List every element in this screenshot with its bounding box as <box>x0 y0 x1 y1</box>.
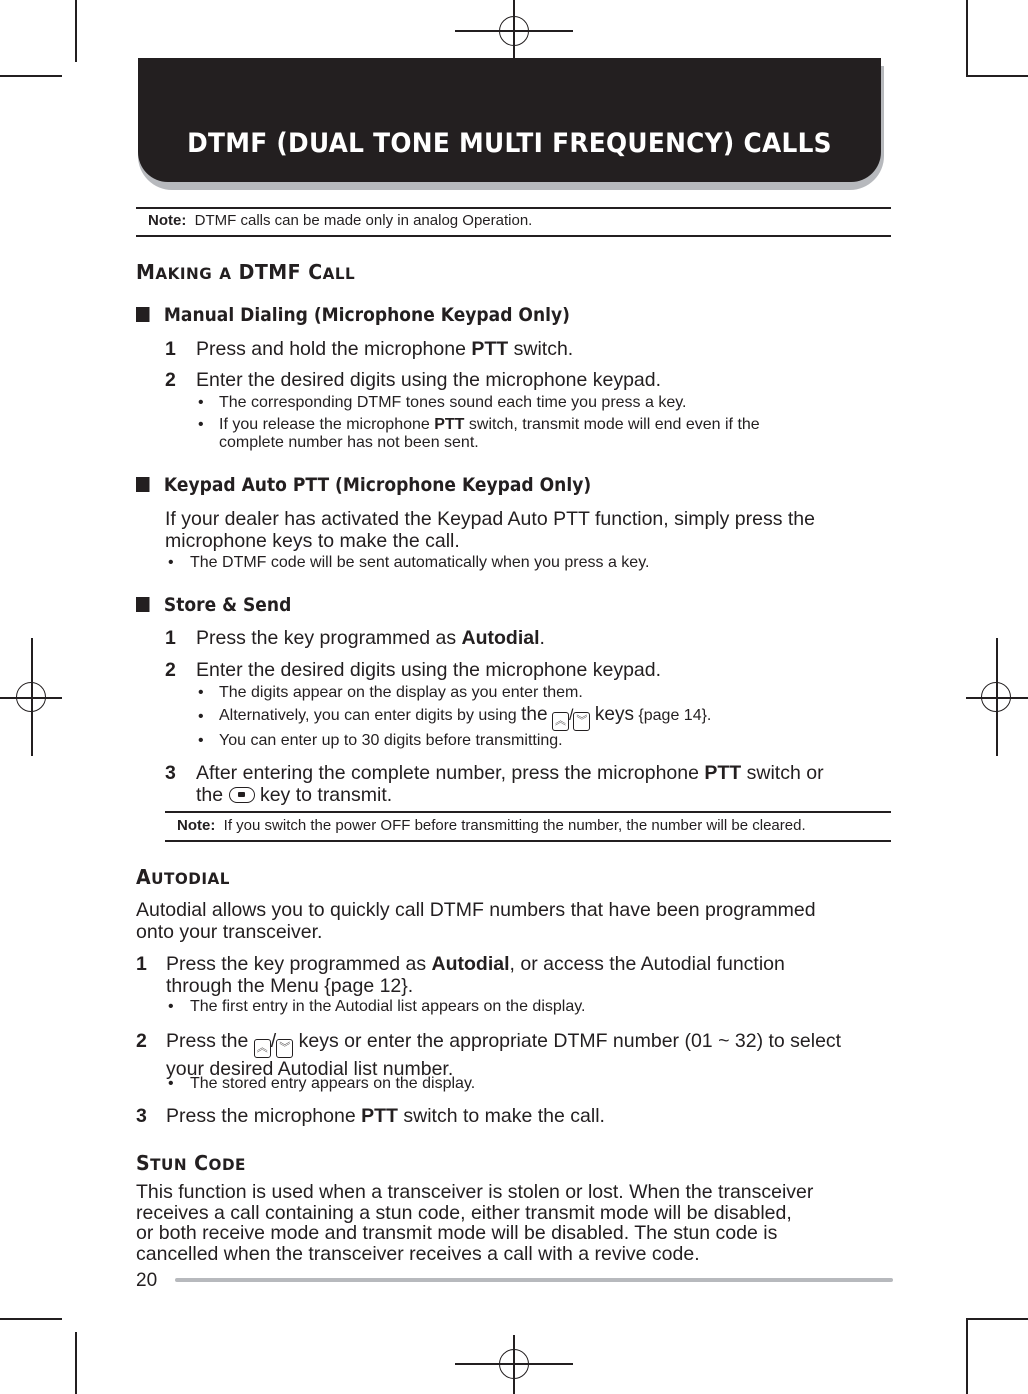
section-heading-stun-code: STUN CODE <box>136 1151 246 1175</box>
paragraph: If your dealer has activated the Keypad Auto PTT function, simply press the microphone keys to make the call. <box>165 508 815 552</box>
note-rule-top <box>136 207 891 209</box>
double-chevron-up-icon: ︽ <box>552 712 569 731</box>
step-number: 1 <box>165 338 176 360</box>
step-number: 2 <box>136 1030 147 1052</box>
note-top: Note: DTMF calls can be made only in analog Operation. <box>148 212 533 229</box>
step-text: Press the key programmed as Autodial. <box>196 627 545 649</box>
note-rule-bottom <box>136 235 891 237</box>
double-chevron-down-icon: ︾ <box>573 712 590 731</box>
paragraph: Autodial allows you to quickly call DTMF numbers that have been programmed onto your transceiver. <box>136 899 816 943</box>
step-text: Press the key programmed as Autodial, or access the Autodial function through the Menu {page 12}. <box>166 953 785 997</box>
step-text: Press the microphone PTT switch to make the call. <box>166 1105 605 1127</box>
bullet-text: Alternatively, you can enter digits by using the ︽ / ︾ keys {page 14}. <box>219 706 711 731</box>
step-number: 1 <box>165 627 176 649</box>
paragraph: This function is used when a transceiver is stolen or lost. When the transceiver receives a call containing a stun code, either transmit mode will be disabled, or both receive mode and transmit mode will be disabled. The stun code is cancelled when the transceiver receives a call with a revive code. <box>136 1181 814 1265</box>
bullet-text: The digits appear on the display as you enter them. <box>219 684 583 701</box>
subheading-manual-dialing: Manual Dialing (Microphone Keypad Only) <box>136 304 570 326</box>
note-rule-top <box>165 811 891 813</box>
step-number: 3 <box>165 762 176 784</box>
note-rule-bottom <box>165 840 891 842</box>
step-text: Enter the desired digits using the microphone keypad. <box>196 659 662 681</box>
bullet-dot: • <box>168 998 174 1015</box>
bullet-dot: • <box>168 554 174 571</box>
double-chevron-up-icon: ︽ <box>254 1039 271 1058</box>
note-power-off: Note: If you switch the power OFF before transmitting the number, the number will be cleared. <box>177 817 806 834</box>
bullet-text: The corresponding DTMF tones sound each time you press a key. <box>219 394 687 411</box>
section-heading-making-dtmf-call: MAKING A DTMF CALL <box>136 260 356 284</box>
page-number: 20 <box>136 1270 158 1291</box>
square-bullet-icon <box>136 307 150 322</box>
step-number: 2 <box>165 659 176 681</box>
page-title: DTMF (DUAL TONE MULTI FREQUENCY) CALLS <box>187 128 832 159</box>
double-chevron-down-icon: ︾ <box>276 1039 293 1058</box>
center-key-icon <box>229 787 255 803</box>
bullet-text: The stored entry appears on the display. <box>190 1075 476 1092</box>
bullet-dot: • <box>198 708 204 725</box>
subheading-keypad-auto-ptt: Keypad Auto PTT (Microphone Keypad Only) <box>136 474 591 496</box>
subheading-store-send: Store & Send <box>136 594 291 616</box>
step-number: 3 <box>136 1105 147 1127</box>
section-heading-autodial: AUTODIAL <box>136 865 230 889</box>
step-text: After entering the complete number, press the microphone PTT switch or the key to transmit. <box>196 762 824 806</box>
step-text: Enter the desired digits using the microphone keypad. <box>196 369 662 391</box>
footer-rule <box>175 1278 893 1282</box>
step-text: Press and hold the microphone PTT switch. <box>196 338 574 360</box>
header-banner <box>138 58 881 182</box>
bullet-text: You can enter up to 30 digits before transmitting. <box>219 732 563 749</box>
bullet-text: The DTMF code will be sent automatically when you press a key. <box>190 554 650 571</box>
square-bullet-icon <box>136 477 150 492</box>
step-number: 1 <box>136 953 147 975</box>
bullet-text: The first entry in the Autodial list appears on the display. <box>190 998 586 1015</box>
bullet-dot: • <box>198 416 204 433</box>
bullet-dot: • <box>168 1075 174 1092</box>
step-text: Press the ︽ / ︾ keys or enter the appropriate DTMF number (01 ~ 32) to select your desired Autodial list number. <box>166 1030 842 1080</box>
bullet-dot: • <box>198 684 204 701</box>
step-number: 2 <box>165 369 176 391</box>
bullet-dot: • <box>198 394 204 411</box>
bullet-dot: • <box>198 732 204 749</box>
square-bullet-icon <box>136 597 150 612</box>
bullet-text: If you release the microphone PTT switch, transmit mode will end even if the complete number has not been sent. <box>219 416 760 451</box>
